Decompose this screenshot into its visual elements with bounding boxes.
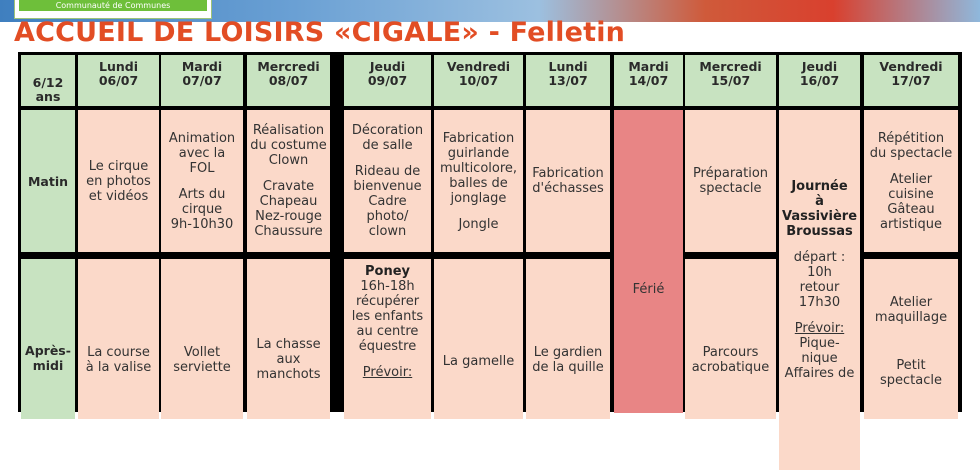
cell-text: La course [87,345,150,360]
cell-text: 15/07 [710,73,751,88]
logo-text: Communauté de Communes [19,0,207,11]
cell-text: Décoration [351,123,424,138]
cell-text: Petit [896,358,926,373]
matin-cell [344,110,431,252]
cell-text: 14/07 [628,73,669,88]
cell-text: Vendredi [446,59,511,74]
cell-text: Fabrication [532,166,604,181]
cell-text: Prévoir: [794,321,845,336]
cell-text: 6/12 [32,75,64,90]
day-header [247,55,330,106]
apres-midi-cell [161,259,243,419]
day-header [434,55,523,106]
matin-cell [78,110,159,252]
cell-text: Cadre [368,194,407,209]
cell-text: manchots [256,367,321,382]
cell-text: Poney [364,264,410,279]
cell-text: multicolore, [439,160,518,176]
matin-cell [434,110,523,252]
cell-text: Mercredi [257,59,320,74]
cell-text: du costume [250,138,327,153]
cell-text: Cravate [262,179,315,194]
cell-text: aux [276,352,301,367]
cell-text: Réalisation [252,123,325,138]
cell-text: Fabrication [442,130,515,146]
cell-text: 16h-18h [360,279,415,294]
day-header [864,55,958,106]
cell-text: au centre [356,324,419,339]
cell-text: Répétition [877,130,945,146]
matin-cell [161,110,243,252]
cell-text: serviette [173,360,231,375]
cell-text: Vendredi [879,59,943,74]
cell-text: Vassivière [781,209,858,224]
cell-text: artistique [880,216,942,232]
cell-text: Nez-rouge [255,209,322,224]
cell-text: d'échasses [532,181,604,196]
cell-text: les enfants [351,309,424,324]
row-label-matin [21,110,75,252]
cell-text: cirque [181,201,223,217]
cell-text: retour [799,280,840,295]
cell-text: Le cirque [88,158,149,174]
apres-midi-cell [78,259,159,419]
apres-midi-cell [344,259,431,419]
matin-cell [526,110,610,252]
cell-text: acrobatique [691,360,770,375]
cell-text: Lundi [99,59,138,74]
cell-text: Pique- [799,336,840,351]
apres-midi-cell [526,259,610,419]
matin-cell [247,110,330,252]
cell-text: jonglage [450,190,507,206]
cell-text: balles de [449,175,508,191]
cell-text: guirlande [447,145,510,161]
cell-text: Jeudi [369,59,406,74]
cell-text: de la quille [532,360,604,375]
cell-text: cuisine [888,186,934,202]
cell-text: Chapeau [259,194,318,209]
cell-text: 10h [807,265,832,280]
schedule-table [18,52,962,412]
apres-midi-cell [247,259,330,419]
cell-text: Lundi [548,59,588,74]
matin-cell [864,110,958,252]
day-header [685,55,776,106]
cell-text: photo/ [366,209,409,224]
cell-text: Atelier [889,171,933,187]
cell-text: à [815,194,824,209]
cell-text: 06/07 [98,73,139,88]
page-title: ACCUEIL DE LOISIRS «CIGALE» - Felletin [14,17,626,48]
day-header [344,55,431,106]
cell-text: Journée [791,179,848,194]
cell-text: 09/07 [367,73,408,88]
day-header [779,55,860,106]
cell-text: clown [368,224,407,239]
cell-text: équestre [358,339,417,354]
cell-text: Le gardien [533,345,603,360]
cell-text: nique [801,351,838,366]
apres-midi-cell [434,259,523,419]
cell-text: Prévoir: [362,365,413,380]
ferie-cell [614,110,683,413]
cell-text: Animation [168,130,236,146]
cell-text: Mercredi [699,59,762,74]
day-header [614,55,683,106]
cell-text: avec la [178,145,226,161]
cell-text: en photos [86,173,151,189]
cell-text: 17/07 [891,73,931,88]
cell-text: Mardi [181,59,223,74]
cell-text: Affaires de [784,366,855,381]
cell-text: Férié [632,282,665,297]
cell-text: ans [35,89,61,104]
cell-text: Après- [25,343,71,358]
cell-text: La gamelle [442,354,515,369]
apres-midi-cell [685,259,776,419]
cell-text: 07/07 [182,73,222,88]
cell-text: Broussas [786,224,853,239]
cell-text: départ : [793,250,846,265]
cell-text: Matin [27,173,69,189]
cell-text: Gâteau [887,201,935,217]
cell-text: 08/07 [268,73,309,88]
matin-cell [685,110,776,252]
day-header [78,55,159,106]
day-header [526,55,610,106]
cell-text: 9h-10h30 [170,216,234,232]
cell-text: spectacle [880,373,942,388]
cell-text: maquillage [874,310,948,325]
cell-text: 17h30 [798,295,841,310]
cell-text: 10/07 [458,73,499,88]
cell-text: et vidéos [88,188,149,204]
cell-text: 16/07 [799,73,840,88]
cell-text: du spectacle [869,145,953,161]
apres-midi-cell [864,259,958,419]
corner-header [21,55,75,106]
cell-text: de salle [362,138,413,153]
excursion-cell [779,110,860,470]
cell-text: Rideau de [354,164,421,179]
cell-text: récupérer [355,294,420,309]
cell-text: Atelier [889,295,933,310]
cell-text: Parcours [702,345,759,360]
cell-text: Vollet [183,345,221,360]
cell-text: spectacle [699,181,762,196]
cell-text: bienvenue [353,179,422,194]
cell-text: à la valise [85,360,152,375]
cell-text: Jeudi [801,59,838,74]
cell-text: Préparation [692,166,769,181]
cell-text: Arts du [178,186,226,202]
cell-text: 13/07 [548,73,588,88]
cell-text: Mardi [628,59,669,74]
cell-text: FOL [189,160,215,176]
day-header [161,55,243,106]
row-label-apres-midi [21,259,75,419]
cell-text: Jongle [458,216,499,232]
cell-text: midi [32,358,64,373]
cell-text: Chaussure [254,224,323,239]
cell-text: La chasse [256,337,321,352]
cell-text: Clown [268,153,309,168]
